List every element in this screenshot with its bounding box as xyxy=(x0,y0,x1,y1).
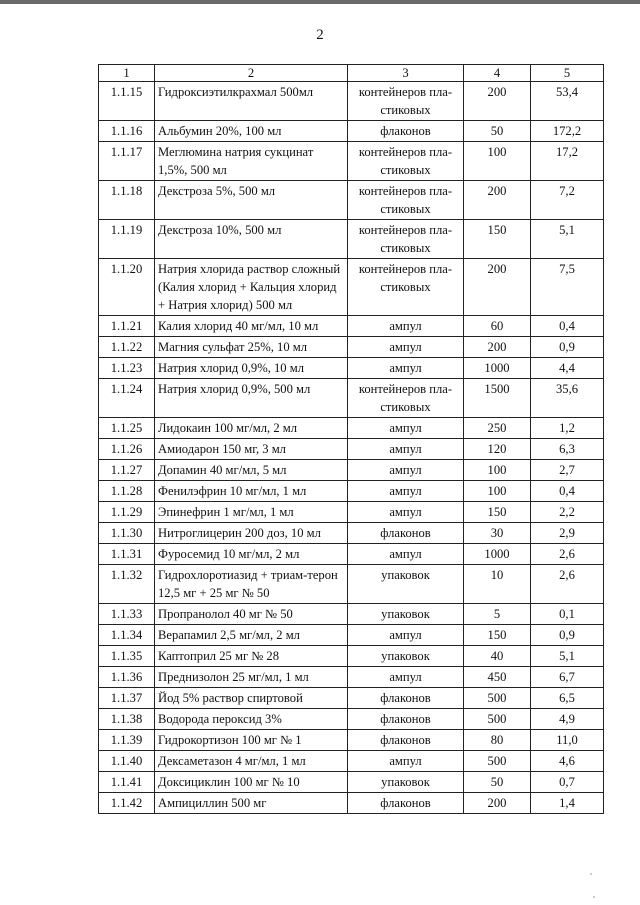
item-quantity: 30 xyxy=(464,523,531,544)
item-quantity: 40 xyxy=(464,646,531,667)
item-price: 4,6 xyxy=(531,751,604,772)
item-quantity: 200 xyxy=(464,82,531,121)
item-name: Нитроглицерин 200 доз, 10 мл xyxy=(155,523,348,544)
item-price: 2,6 xyxy=(531,544,604,565)
item-unit: ампул xyxy=(348,460,464,481)
table-row xyxy=(99,439,604,460)
item-price: 6,7 xyxy=(531,667,604,688)
item-unit: контейнеров пла-стиковых xyxy=(348,220,464,259)
item-quantity: 500 xyxy=(464,751,531,772)
item-quantity: 150 xyxy=(464,220,531,259)
scan-speck xyxy=(593,896,595,898)
item-unit: контейнеров пла-стиковых xyxy=(348,379,464,418)
item-number: 1.1.36 xyxy=(99,667,155,688)
table-row xyxy=(99,565,604,604)
item-unit: ампул xyxy=(348,502,464,523)
item-name: Гидрокортизон 100 мг № 1 xyxy=(155,730,348,751)
table-row xyxy=(99,337,604,358)
item-quantity: 150 xyxy=(464,502,531,523)
item-quantity: 100 xyxy=(464,460,531,481)
item-price: 53,4 xyxy=(531,82,604,121)
table-body xyxy=(99,82,604,814)
item-price: 0,4 xyxy=(531,481,604,502)
item-name: Дексаметазон 4 мг/мл, 1 мл xyxy=(155,751,348,772)
item-quantity: 1000 xyxy=(464,544,531,565)
item-number: 1.1.24 xyxy=(99,379,155,418)
column-header-5: 5 xyxy=(531,65,604,82)
table-row xyxy=(99,709,604,730)
item-number: 1.1.23 xyxy=(99,358,155,379)
item-price: 6,3 xyxy=(531,439,604,460)
table-row xyxy=(99,604,604,625)
item-unit: флаконов xyxy=(348,688,464,709)
item-price: 172,2 xyxy=(531,121,604,142)
item-name: Водорода пероксид 3% xyxy=(155,709,348,730)
item-quantity: 200 xyxy=(464,337,531,358)
item-name: Альбумин 20%, 100 мл xyxy=(155,121,348,142)
item-name: Магния сульфат 25%, 10 мл xyxy=(155,337,348,358)
item-number: 1.1.40 xyxy=(99,751,155,772)
item-unit: упаковок xyxy=(348,565,464,604)
item-quantity: 200 xyxy=(464,259,531,316)
item-name: Натрия хлорида раствор сложный (Калия хлорид + Кальция хлорид + Натрия хлорид) 500 мл xyxy=(155,259,348,316)
item-price: 7,5 xyxy=(531,259,604,316)
item-number: 1.1.35 xyxy=(99,646,155,667)
item-number: 1.1.27 xyxy=(99,460,155,481)
item-number: 1.1.29 xyxy=(99,502,155,523)
column-header-3: 3 xyxy=(348,65,464,82)
item-number: 1.1.22 xyxy=(99,337,155,358)
header-row xyxy=(99,65,604,82)
item-name: Гидроксиэтилкрахмал 500мл xyxy=(155,82,348,121)
item-name: Каптоприл 25 мг № 28 xyxy=(155,646,348,667)
item-quantity: 200 xyxy=(464,181,531,220)
table-row xyxy=(99,460,604,481)
item-price: 7,2 xyxy=(531,181,604,220)
item-unit: контейнеров пла-стиковых xyxy=(348,181,464,220)
item-unit: ампул xyxy=(348,337,464,358)
item-price: 5,1 xyxy=(531,646,604,667)
item-quantity: 10 xyxy=(464,565,531,604)
item-name: Декстроза 10%, 500 мл xyxy=(155,220,348,259)
table-row xyxy=(99,502,604,523)
item-quantity: 120 xyxy=(464,439,531,460)
item-price: 2,2 xyxy=(531,502,604,523)
item-quantity: 200 xyxy=(464,793,531,814)
item-unit: контейнеров пла-стиковых xyxy=(348,82,464,121)
column-header-4: 4 xyxy=(464,65,531,82)
table-row xyxy=(99,523,604,544)
item-price: 11,0 xyxy=(531,730,604,751)
item-name: Преднизолон 25 мг/мл, 1 мл xyxy=(155,667,348,688)
item-number: 1.1.26 xyxy=(99,439,155,460)
table-row xyxy=(99,82,604,121)
item-unit: контейнеров пла-стиковых xyxy=(348,142,464,181)
item-quantity: 100 xyxy=(464,481,531,502)
item-number: 1.1.21 xyxy=(99,316,155,337)
scan-speck xyxy=(590,873,592,875)
item-number: 1.1.33 xyxy=(99,604,155,625)
table-row xyxy=(99,379,604,418)
item-number: 1.1.15 xyxy=(99,82,155,121)
item-number: 1.1.17 xyxy=(99,142,155,181)
item-price: 1,2 xyxy=(531,418,604,439)
table-row xyxy=(99,358,604,379)
item-name: Калия хлорид 40 мг/мл, 10 мл xyxy=(155,316,348,337)
item-price: 6,5 xyxy=(531,688,604,709)
item-price: 0,1 xyxy=(531,604,604,625)
item-price: 2,9 xyxy=(531,523,604,544)
table-row xyxy=(99,220,604,259)
item-name: Йод 5% раствор спиртовой xyxy=(155,688,348,709)
item-unit: ампул xyxy=(348,439,464,460)
item-quantity: 50 xyxy=(464,121,531,142)
table-row xyxy=(99,121,604,142)
item-unit: ампул xyxy=(348,418,464,439)
item-number: 1.1.31 xyxy=(99,544,155,565)
table-row xyxy=(99,418,604,439)
item-price: 4,9 xyxy=(531,709,604,730)
table-row xyxy=(99,481,604,502)
item-name: Декстроза 5%, 500 мл xyxy=(155,181,348,220)
item-number: 1.1.28 xyxy=(99,481,155,502)
item-quantity: 150 xyxy=(464,625,531,646)
item-price: 4,4 xyxy=(531,358,604,379)
item-number: 1.1.30 xyxy=(99,523,155,544)
table-row xyxy=(99,646,604,667)
table-row xyxy=(99,667,604,688)
item-unit: ампул xyxy=(348,481,464,502)
item-price: 0,7 xyxy=(531,772,604,793)
item-quantity: 5 xyxy=(464,604,531,625)
item-number: 1.1.25 xyxy=(99,418,155,439)
item-unit: ампул xyxy=(348,751,464,772)
item-unit: флаконов xyxy=(348,523,464,544)
item-unit: ампул xyxy=(348,316,464,337)
item-quantity: 100 xyxy=(464,142,531,181)
item-name: Допамин 40 мг/мл, 5 мл xyxy=(155,460,348,481)
column-header-1: 1 xyxy=(99,65,155,82)
item-name: Амиодарон 150 мг, 3 мл xyxy=(155,439,348,460)
table-row xyxy=(99,730,604,751)
item-unit: упаковок xyxy=(348,772,464,793)
item-name: Доксициклин 100 мг № 10 xyxy=(155,772,348,793)
item-unit: упаковок xyxy=(348,604,464,625)
item-name: Натрия хлорид 0,9%, 500 мл xyxy=(155,379,348,418)
table-row xyxy=(99,142,604,181)
page-number: 2 xyxy=(316,27,324,43)
item-name: Лидокаин 100 мг/мл, 2 мл xyxy=(155,418,348,439)
item-price: 0,4 xyxy=(531,316,604,337)
item-name: Натрия хлорид 0,9%, 10 мл xyxy=(155,358,348,379)
table-row xyxy=(99,316,604,337)
table-row xyxy=(99,625,604,646)
item-name: Эпинефрин 1 мг/мл, 1 мл xyxy=(155,502,348,523)
item-quantity: 250 xyxy=(464,418,531,439)
item-number: 1.1.32 xyxy=(99,565,155,604)
item-unit: флаконов xyxy=(348,121,464,142)
item-quantity: 80 xyxy=(464,730,531,751)
item-unit: флаконов xyxy=(348,709,464,730)
item-price: 17,2 xyxy=(531,142,604,181)
top-edge-rule xyxy=(0,0,640,4)
item-name: Верапамил 2,5 мг/мл, 2 мл xyxy=(155,625,348,646)
item-number: 1.1.42 xyxy=(99,793,155,814)
item-name: Гидрохлоротиазид + триам-терон 12,5 мг + 25 мг № 50 xyxy=(155,565,348,604)
item-name: Фенилэфрин 10 мг/мл, 1 мл xyxy=(155,481,348,502)
item-price: 2,6 xyxy=(531,565,604,604)
item-price: 35,6 xyxy=(531,379,604,418)
table-row xyxy=(99,688,604,709)
item-quantity: 1500 xyxy=(464,379,531,418)
medication-table xyxy=(98,64,604,814)
item-unit: флаконов xyxy=(348,793,464,814)
item-name: Пропранолол 40 мг № 50 xyxy=(155,604,348,625)
item-number: 1.1.34 xyxy=(99,625,155,646)
item-price: 2,7 xyxy=(531,460,604,481)
item-number: 1.1.37 xyxy=(99,688,155,709)
item-name: Ампициллин 500 мг xyxy=(155,793,348,814)
item-number: 1.1.19 xyxy=(99,220,155,259)
item-name: Меглюмина натрия сукцинат 1,5%, 500 мл xyxy=(155,142,348,181)
item-unit: ампул xyxy=(348,667,464,688)
item-quantity: 60 xyxy=(464,316,531,337)
item-name: Фуросемид 10 мг/мл, 2 мл xyxy=(155,544,348,565)
table-row xyxy=(99,181,604,220)
item-unit: флаконов xyxy=(348,730,464,751)
item-number: 1.1.16 xyxy=(99,121,155,142)
table-row xyxy=(99,772,604,793)
item-quantity: 1000 xyxy=(464,358,531,379)
table-row xyxy=(99,544,604,565)
item-quantity: 500 xyxy=(464,709,531,730)
item-price: 0,9 xyxy=(531,625,604,646)
item-price: 5,1 xyxy=(531,220,604,259)
item-unit: ампул xyxy=(348,358,464,379)
table-row xyxy=(99,793,604,814)
item-number: 1.1.41 xyxy=(99,772,155,793)
item-unit: ампул xyxy=(348,544,464,565)
item-quantity: 450 xyxy=(464,667,531,688)
item-quantity: 500 xyxy=(464,688,531,709)
item-number: 1.1.20 xyxy=(99,259,155,316)
column-header-2: 2 xyxy=(155,65,348,82)
item-unit: ампул xyxy=(348,625,464,646)
item-quantity: 50 xyxy=(464,772,531,793)
item-price: 1,4 xyxy=(531,793,604,814)
item-unit: контейнеров пла-стиковых xyxy=(348,259,464,316)
item-number: 1.1.39 xyxy=(99,730,155,751)
table-row xyxy=(99,751,604,772)
table-row xyxy=(99,259,604,316)
item-unit: упаковок xyxy=(348,646,464,667)
item-number: 1.1.18 xyxy=(99,181,155,220)
item-number: 1.1.38 xyxy=(99,709,155,730)
item-price: 0,9 xyxy=(531,337,604,358)
